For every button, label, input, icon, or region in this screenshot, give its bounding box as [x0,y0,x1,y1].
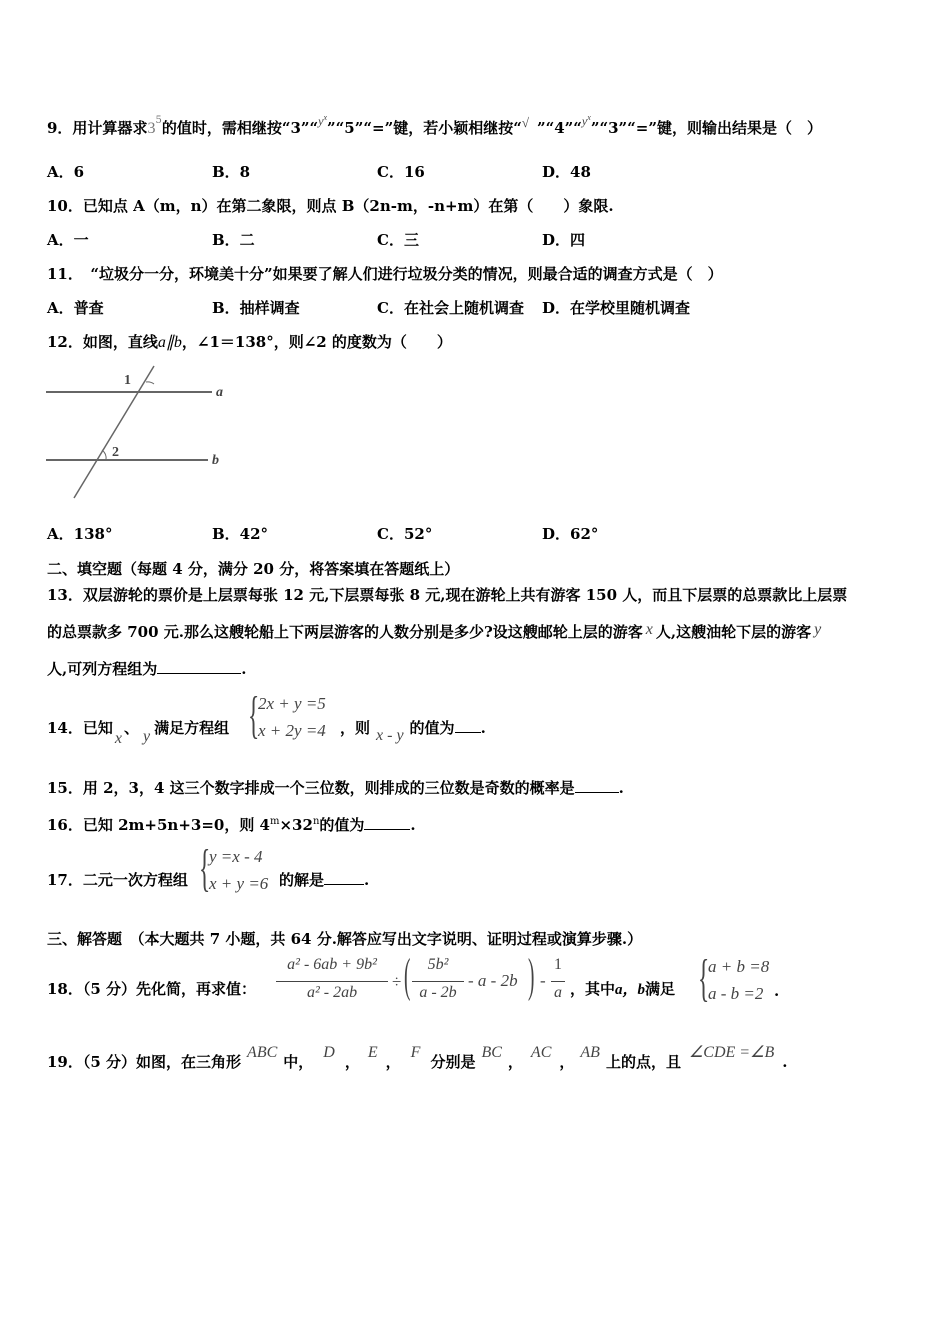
q10-stem: 10．已知点 A（m，n）在第二象限，则点 B（2n-m，-n+m）在第（ ）象限. [47,197,614,215]
label-b: b [212,453,219,468]
q12-option-b[interactable]: B．42° [212,525,269,543]
q17-stem-end: 的解是 . [279,871,370,889]
q18-bar3 [551,981,565,982]
key-yx: yx [318,113,328,128]
q15-answer-blank[interactable] [575,778,619,793]
q18-paren-close: ) [528,949,535,1002]
q18-div: ÷ [392,972,402,991]
q10-option-a[interactable]: A．一 [47,231,89,249]
q10-option-b[interactable]: B．二 [212,231,255,249]
q12-option-a[interactable]: A．138° [47,525,113,543]
q18-end: . [774,982,780,1000]
q12-option-d[interactable]: D．62° [542,525,599,543]
q9-option-a[interactable]: A．6 [47,163,85,181]
q18-eq1: a + b =8 [708,957,770,976]
q17-eq1: y =x - 4 [209,847,263,866]
q9-stem: 9．用计算器求$3^5$的值时，需相继按“3”“$^{y^x}$”“5”“=”键，若小颖相继按“√ ”“4”“$^{y^x}$”“3”“=”键，则输出结果是（ ） [47,113,822,137]
q11-option-d[interactable]: D．在学校里随机调查 [542,299,691,317]
base-3: 3 [147,120,156,137]
q18-num2: 5b² [427,956,449,973]
q18-bar1 [276,981,388,982]
q18-stem-mid: ，其中a，b满足 [570,980,676,998]
parallel-lines-figure [40,360,240,505]
q11-option-b[interactable]: B．抽样调查 [212,299,300,317]
q9-option-b[interactable]: B．8 [212,163,251,181]
key-yx-2: yx [581,113,591,128]
q18-brace: { [698,950,710,1007]
q14-eq1: 2x + y =5 [258,694,326,713]
q17-eq2: x + y =6 [209,874,269,893]
q13-line2: 的总票款多 700 元.那么这艘轮船上下两层游客的人数分别是多少?设这艘邮轮上层的游客 x 人,这艘油轮下层的游客 y [47,621,822,641]
q15-stem: 15．用 2，3，4 这三个数字排成一个三位数，则排成的三位数是奇数的概率是 . [47,779,624,797]
q13-line1: 13．双层游轮的票价是上层票每张 12 元,下层票每张 8 元,现在游轮上共有游客 150 人，而且下层票的总票款比上层票 [47,586,848,604]
section-2-heading: 二、填空题（每题 4 分，满分 20 分，将答案填在答题纸上） [47,560,460,578]
sqrt-icon: √ [521,115,529,130]
q13-answer-blank[interactable] [157,659,241,674]
q9-option-d[interactable]: D．48 [542,163,591,181]
q17-brace: { [199,840,211,897]
q14-stem-start: 14．已知x、 y 满足方程组 [47,719,230,747]
q13-line3: 人,可列方程组为 . [47,660,247,678]
q18-minus: - [540,971,546,990]
q10-option-d[interactable]: D．四 [542,231,586,249]
q14-stem-end: ，则 x - y 的值为 . [340,719,486,744]
q12-stem: 12．如图，直线a∥b，∠1＝138°，则∠2 的度数为（ ） [47,333,452,351]
label-2: 2 [112,445,119,460]
q19-stem: 19．（5 分）如图，在三角形ABC中，D，E，F分别是BC，AC，AB上的点，且∠CDE =∠B. [47,1044,788,1071]
exponent-5: 5 [155,115,162,126]
q17-stem-start: 17．二元一次方程组 [47,871,188,889]
q18-num3: 1 [554,956,562,973]
q11-option-a[interactable]: A．普查 [47,299,104,317]
label-a: a [216,385,223,400]
q16-answer-blank[interactable] [364,815,410,830]
section-3-heading: 三、解答题 （本大题共 7 小题，共 64 分.解答应写出文字说明、证明过程或演算步骤.） [47,930,643,948]
q12-option-c[interactable]: C．52° [377,525,433,543]
q16-stem: 16．已知 2m+5n+3=0，则 $4^m\times 32^n$的值为 . [47,816,416,834]
label-1: 1 [124,373,131,388]
angle-1-arc [146,382,154,384]
q18-rest: - a - 2b [468,971,518,990]
q10-option-c[interactable]: C．三 [377,231,419,249]
transversal [74,366,154,498]
q17-answer-blank[interactable] [324,870,364,885]
q11-stem: 11． “垃圾分一分，环境美十分”如果要了解人们进行垃圾分类的情况，则最合适的调查方式是（ ） [47,265,723,283]
q14-eq2: x + 2y =4 [258,721,326,740]
q18-stem-start: 18．（5 分）先化简，再求值： [47,980,257,998]
q18-den1: a² - 2ab [306,984,358,1001]
q14-answer-blank[interactable] [455,718,481,733]
q18-num1: a² - 6ab + 9b² [287,956,377,973]
q14-brace: { [248,687,260,744]
q18-den2: a - 2b [419,984,457,1001]
q18-eq2: a - b =2 [708,984,764,1003]
q18-paren-open: ( [404,949,411,1002]
q18-bar2 [412,981,464,982]
q11-option-c[interactable]: C．在社会上随机调查 [377,299,524,317]
q9-option-c[interactable]: C．16 [377,163,425,181]
q18-den3: a [554,984,562,1001]
